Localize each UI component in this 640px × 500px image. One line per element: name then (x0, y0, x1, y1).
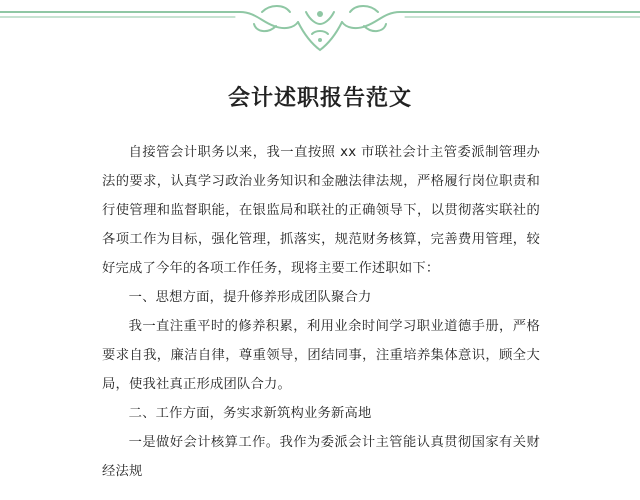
paragraph-section-1: 我一直注重平时的修养积累，利用业余时间学习职业道德手册，严格要求自我，廉洁自律，尊重领导，团结同事，注重培养集体意识，顾全大局，使我社真正形成团队合力。 (102, 319, 540, 392)
header-ornament-icon (0, 0, 640, 62)
paragraph-section-2: 一是做好会计核算工作。我作为委派会计主管能认真贯彻国家有关财经法规 (102, 435, 540, 479)
document-body (102, 138, 540, 486)
document-title: 会计述职报告范文 (227, 86, 412, 111)
section-heading-1: 一、思想方面，提升修养形成团队聚合力 (128, 290, 372, 305)
section-heading-2: 二、工作方面，务实求新筑构业务新高地 (128, 406, 372, 421)
paragraph-intro: 自接管会计职务以来，我一直按照 xx 市联社会计主管委派制管理办法的要求，认真学习政治业务知识和金融法律法规，严格履行岗位职责和行使管理和监督职能，在银监局和联社的正确领导下，以贯彻落实联社的各项工作为目标，强化管理，抓落实，规范财务核算，完善费用管理，较好完成了今年的各项工作任务，现将主要工作述职如下： (102, 145, 540, 276)
